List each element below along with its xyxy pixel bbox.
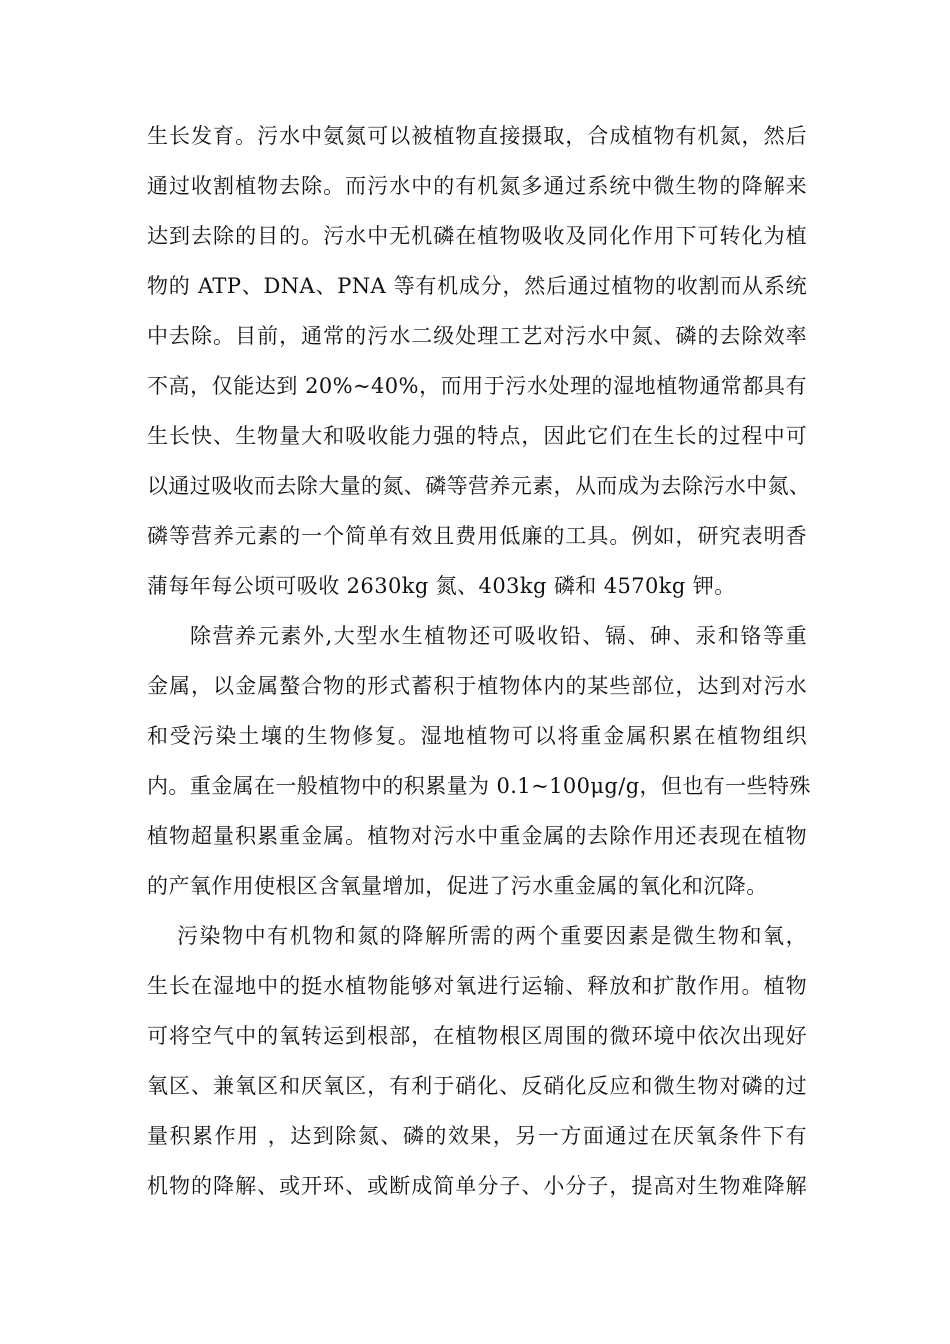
paragraph-2-line-2: 金属，以金属螯合物的形式蓄积于植物体内的某些部位，达到对污水	[147, 674, 807, 698]
paragraph-1-line-2: 通过收割植物去除。而污水中的有机氮多通过系统中微生物的降解来	[147, 174, 807, 198]
paragraph-1-line-1: 生长发育。污水中氨氮可以被植物直接摄取，合成植物有机氮，然后	[147, 124, 807, 148]
paragraph-1-line-6: 不高，仅能达到 20%~40%，而用于污水处理的湿地植物通常都具有	[147, 374, 807, 398]
paragraph-1-line-5: 中去除。目前，通常的污水二级处理工艺对污水中氮、磷的去除效率	[147, 324, 807, 348]
paragraph-3-line-1: 污染物中有机物和氮的降解所需的两个重要因素是微生物和氧，	[177, 924, 807, 948]
paragraph-3-line-4: 氧区、兼氧区和厌氧区，有利于硝化、反硝化反应和微生物对磷的过	[147, 1074, 807, 1098]
paragraph-1-line-9: 磷等营养元素的一个简单有效且费用低廉的工具。例如，研究表明香	[147, 524, 807, 548]
paragraph-3-line-3: 可将空气中的氧转运到根部，在植物根区周围的微环境中依次出现好	[147, 1024, 807, 1048]
paragraph-3-line-5: 量积累作用 ，达到除氮、磷的效果，另一方面通过在厌氧条件下有	[147, 1124, 807, 1148]
paragraph-1-line-8: 以通过吸收而去除大量的氮、磷等营养元素，从而成为去除污水中氮、	[147, 474, 811, 498]
paragraph-2-line-4: 内。重金属在一般植物中的积累量为 0.1~100μg/g，但也有一些特殊	[147, 774, 811, 798]
paragraph-3-line-6: 机物的降解、或开环、或断成简单分子、小分子，提高对生物难降解	[147, 1174, 807, 1198]
paragraph-1-line-10: 蒲每年每公顷可吸收 2630kg 氮、403kg 磷和 4570kg 钾。	[147, 574, 736, 598]
paragraph-1-line-4: 物的 ATP、DNA、PNA 等有机成分，然后通过植物的收割而从系统	[147, 274, 807, 298]
paragraph-2-line-5: 植物超量积累重金属。植物对污水中重金属的去除作用还表现在植物	[147, 824, 807, 848]
paragraph-2-line-6: 的产氧作用使根区含氧量增加，促进了污水重金属的氧化和沉降。	[147, 874, 768, 898]
paragraph-2-line-3: 和受污染土壤的生物修复。湿地植物可以将重金属积累在植物组织	[147, 724, 807, 748]
paragraph-1-line-7: 生长快、生物量大和吸收能力强的特点，因此它们在生长的过程中可	[147, 424, 807, 448]
paragraph-1-line-3: 达到去除的目的。污水中无机磷在植物吸收及同化作用下可转化为植	[147, 224, 807, 248]
paragraph-3-line-2: 生长在湿地中的挺水植物能够对氧进行运输、释放和扩散作用。植物	[147, 974, 807, 998]
paragraph-2-line-1: 除营养元素外,大型水生植物还可吸收铅、镉、砷、汞和铬等重	[190, 624, 807, 648]
